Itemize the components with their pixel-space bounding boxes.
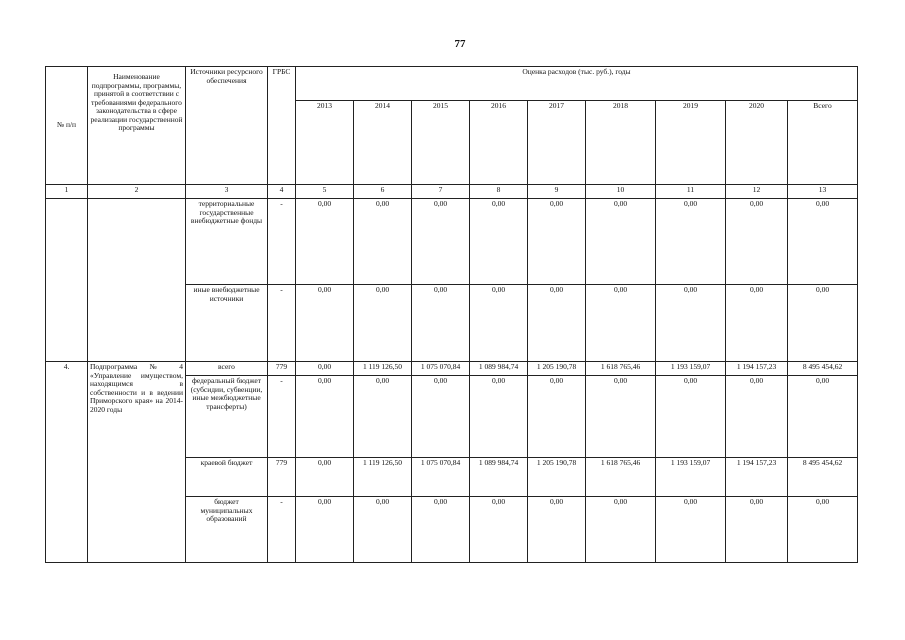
row-value: 0,00 (354, 376, 412, 458)
row-value: 0,00 (296, 199, 354, 285)
header-col-grbs: ГРБС (268, 67, 296, 185)
row-value: 0,00 (412, 376, 470, 458)
row-value: 0,00 (726, 199, 788, 285)
row-value: 0,00 (470, 497, 528, 563)
row-grbs: - (268, 199, 296, 285)
row-value: 1 193 159,07 (656, 362, 726, 376)
column-number: 3 (186, 185, 268, 199)
row-value: 0,00 (354, 497, 412, 563)
row-value: 0,00 (586, 199, 656, 285)
header-year: 2014 (354, 101, 412, 185)
row-value: 0,00 (354, 285, 412, 362)
header-year: 2015 (412, 101, 470, 185)
row-value: 0,00 (656, 497, 726, 563)
row-value: 1 089 984,74 (470, 362, 528, 376)
row-value: 0,00 (656, 199, 726, 285)
row-value: 0,00 (656, 376, 726, 458)
column-number: 2 (88, 185, 186, 199)
column-number: 13 (788, 185, 858, 199)
header-year: 2019 (656, 101, 726, 185)
row-value: 1 193 159,07 (656, 458, 726, 497)
row-value: 0,00 (354, 199, 412, 285)
column-number: 9 (528, 185, 586, 199)
row-value: 1 194 157,23 (726, 362, 788, 376)
row-value: 0,00 (788, 497, 858, 563)
row-grbs: - (268, 376, 296, 458)
header-year: 2018 (586, 101, 656, 185)
row-value: 0,00 (528, 497, 586, 563)
row-grbs: - (268, 285, 296, 362)
subprogram-name: Подпрограмма № 4 «Управление имуществом, находящимся в собственности и в ведении Приморского края» на 2014-2020 годы (88, 362, 186, 563)
row-value: 0,00 (412, 285, 470, 362)
row-value: 0,00 (656, 285, 726, 362)
row-value: 0,00 (528, 376, 586, 458)
page-number: 77 (454, 38, 466, 50)
row-value: 1 205 190,78 (528, 362, 586, 376)
row-value: 0,00 (296, 497, 354, 563)
row-value: 0,00 (586, 285, 656, 362)
table-row (46, 199, 858, 285)
header-col-estimate: Оценка расходов (тыс. руб.), годы (296, 67, 858, 101)
row-value: 0,00 (412, 199, 470, 285)
table-row (46, 362, 858, 376)
row-value: 0,00 (528, 199, 586, 285)
row-value: 0,00 (788, 199, 858, 285)
row-value: 0,00 (586, 497, 656, 563)
row-value: 1 205 190,78 (528, 458, 586, 497)
header-year: 2020 (726, 101, 788, 185)
row-source: федеральный бюджет (субсидии, субвенции, иные межбюджетные трансферты) (186, 376, 268, 458)
column-number: 10 (586, 185, 656, 199)
row-value: 1 089 984,74 (470, 458, 528, 497)
row-value: 0,00 (470, 199, 528, 285)
row-value: 0,00 (412, 497, 470, 563)
column-number: 5 (296, 185, 354, 199)
row-value: 0,00 (788, 376, 858, 458)
column-number: 6 (354, 185, 412, 199)
column-number: 7 (412, 185, 470, 199)
row-value: 0,00 (528, 285, 586, 362)
column-number: 11 (656, 185, 726, 199)
header-year: 2013 (296, 101, 354, 185)
row-value: 1 075 070,84 (412, 362, 470, 376)
row-value: 1 075 070,84 (412, 458, 470, 497)
row-source: территориальные государственные внебюджетные фонды (186, 199, 268, 285)
row-value: 0,00 (586, 376, 656, 458)
empty-cell (88, 199, 186, 362)
row-source: иные внебюджетные источники (186, 285, 268, 362)
row-value: 0,00 (296, 285, 354, 362)
row-source: бюджет муниципальных образований (186, 497, 268, 563)
header-year: 2016 (470, 101, 528, 185)
row-value: 0,00 (470, 285, 528, 362)
row-grbs: 779 (268, 362, 296, 376)
header-col-source: Источники ресурсного обеспечения (186, 67, 268, 185)
row-value: 1 194 157,23 (726, 458, 788, 497)
header-col-number: № п/п (46, 67, 88, 185)
empty-cell (46, 199, 88, 362)
row-value: 0,00 (470, 376, 528, 458)
column-number: 4 (268, 185, 296, 199)
budget-table (45, 66, 858, 563)
row-value: 0,00 (726, 376, 788, 458)
row-grbs: - (268, 497, 296, 563)
row-value: 8 495 454,62 (788, 458, 858, 497)
row-value: 1 618 765,46 (586, 362, 656, 376)
header-year-total: Всего (788, 101, 858, 185)
row-value: 8 495 454,62 (788, 362, 858, 376)
row-source: всего (186, 362, 268, 376)
subprogram-number: 4. (46, 362, 88, 563)
row-value: 0,00 (296, 458, 354, 497)
header-col-name: Наименование подпрограммы, программы, принятой в соответствии с требованиями федерального законодательства в сфере реализации государственной программы (88, 67, 186, 185)
header-row-top (46, 67, 858, 101)
row-value: 0,00 (788, 285, 858, 362)
row-grbs: 779 (268, 458, 296, 497)
row-value: 1 618 765,46 (586, 458, 656, 497)
row-value: 0,00 (296, 362, 354, 376)
header-year: 2017 (528, 101, 586, 185)
row-value: 1 119 126,50 (354, 362, 412, 376)
column-number: 12 (726, 185, 788, 199)
column-number: 1 (46, 185, 88, 199)
row-source: краевой бюджет (186, 458, 268, 497)
row-value: 1 119 126,50 (354, 458, 412, 497)
row-value: 0,00 (726, 285, 788, 362)
row-value: 0,00 (726, 497, 788, 563)
column-number: 8 (470, 185, 528, 199)
column-numbers-row (46, 185, 858, 199)
row-value: 0,00 (296, 376, 354, 458)
